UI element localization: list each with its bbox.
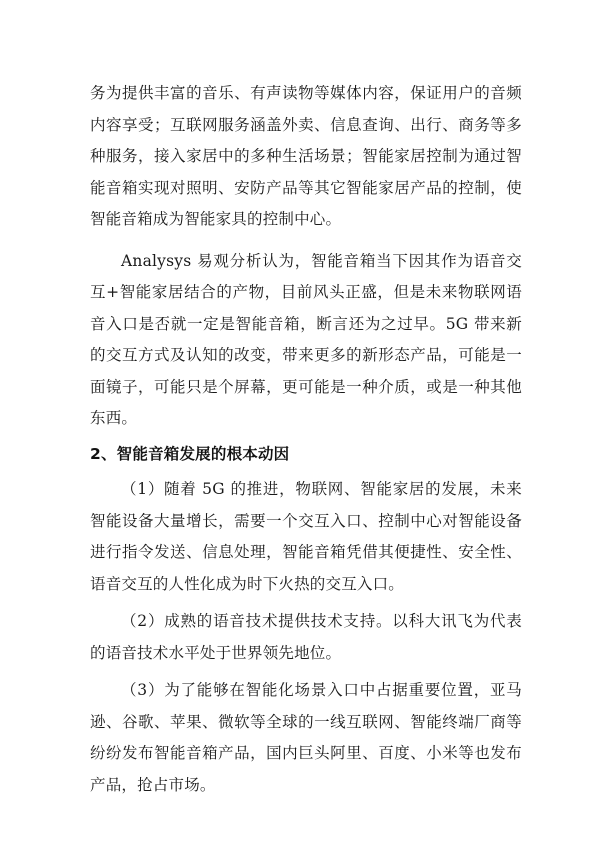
document-body (90, 78, 522, 801)
section-heading: 2、智能音箱发展的根本动因 (90, 444, 290, 463)
paragraph-reason-3: （3）为了能够在智能化场景入口中占据重要位置，亚马逊、谷歌、苹果、微软等全球的一线互联网、智能终端厂商等纷纷发布智能音箱产品，国内巨头阿里、百度、小米等也发布产品，抢占市场。 (90, 681, 522, 794)
paragraph-media-services: 务为提供丰富的音乐、有声读物等媒体内容，保证用户的音频内容享受；互联网服务涵盖外卖、信息查询、出行、商务等多种服务，接入家居中的多种生活场景；智能家居控制为通过智能音箱实现对照明、安防产品等其它智能家居产品的控制，使智能音箱成为智能家具的控制中心。 (90, 84, 522, 228)
paragraph-analysys-opinion: Analysys 易观分析认为，智能音箱当下因其作为语音交互+智能家居结合的产物，目前风头正盛，但是未来物联网语音入口是否就一定是智能音箱，断言还为之过早。5G 带来新的交互方式及认知的改变，带来更多的新形态产品，可能是一面镜子，可能只是个屏幕，更可能是一种介质，或是一种其他东西。 (90, 251, 522, 427)
paragraph-reason-1: （1）随着 5G 的推进，物联网、智能家居的发展，未来智能设备大量增长，需要一个交互入口、控制中心对智能设备进行指令发送、信息处理，智能音箱凭借其便捷性、安全性、语音交互的人性化成为时下火热的交互入口。 (90, 480, 522, 593)
paragraph-reason-2: （2）成熟的语音技术提供技术支持。以科大讯飞为代表的语音技术水平处于世界领先地位。 (90, 612, 522, 662)
